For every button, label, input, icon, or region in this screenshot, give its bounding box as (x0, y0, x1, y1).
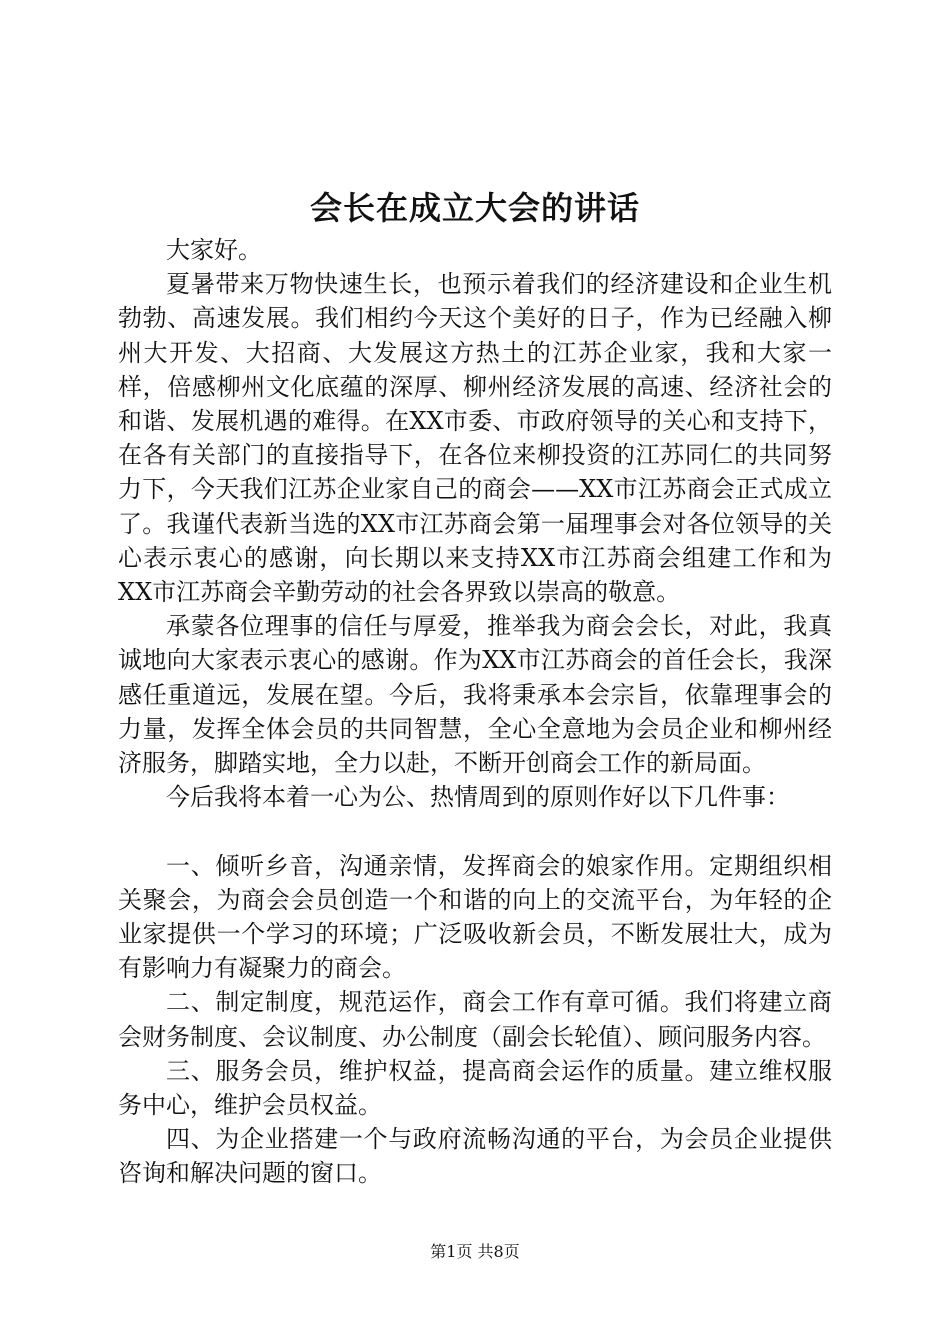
paragraph-thanks: 承蒙各位理事的信任与厚爱，推举我为商会会长，对此，我真诚地向大家表示衷心的感谢。作为XX市江苏商会的首任会长，我深感任重道远，发展在望。今后，我将秉承本会宗旨，依靠理事会的力量，发挥全体会员的共同智慧，全心全意地为会员企业和柳州经济服务，脚踏实地，全力以赴，不断开创商会工作的新局面。 (118, 612, 832, 778)
paragraph-greeting: 大家好。 (166, 236, 262, 264)
paragraph-task-4: 四、为企业搭建一个与政府流畅沟通的平台，为会员企业提供咨询和解决问题的窗口。 (118, 1125, 832, 1188)
paragraph-intro-tasks: 今后我将本着一心为公、热情周到的原则作好以下几件事： (166, 783, 790, 812)
paragraph-task-1: 一、倾听乡音，沟通亲情，发挥商会的娘家作用。定期组织相关聚会，为商会会员创造一个和谐的向上的交流平台，为年轻的企业家提供一个学习的环境；广泛吸收新会员，不断发展壮大，成为有影响力有凝聚力的商会。 (118, 851, 832, 983)
document-body (118, 233, 832, 1191)
blank-line (118, 814, 832, 848)
document-title: 会长在成立大会的讲话 (309, 189, 640, 227)
page-indicator: 第1页 共8页 (430, 1242, 520, 1261)
paragraph-task-2: 二、制定制度，规范运作，商会工作有章可循。我们将建立商会财务制度、会议制度、办公制度（副会长轮值）、顾问服务内容。 (118, 988, 832, 1051)
paragraph-task-3: 三、服务会员，维护权益，提高商会运作的质量。建立维权服务中心，维护会员权益。 (118, 1056, 832, 1120)
paragraph-opening: 夏暑带来万物快速生长，也预示着我们的经济建设和企业生机勃勃、高速发展。我们相约今天这个美好的日子，作为已经融入柳州大开发、大招商、大发展这方热土的江苏企业家，我和大家一样，倍感柳州文化底蕴的深厚、柳州经济发展的高速、经济社会的和谐、发展机遇的难得。在XX市委、市政府领导的关心和支持下，在各有关部门的直接指导下，在各位来柳投资的江苏同仁的共同努力下，今天我们江苏企业家自己的商会——XX市江苏商会正式成立了。我谨代表新当选的XX市江苏商会第一届理事会对各位领导的关心表示衷心的感谢，向长期以来支持XX市江苏商会组建工作和为XX市江苏商会辛勤劳动的社会各界致以崇高的敬意。 (118, 270, 832, 607)
